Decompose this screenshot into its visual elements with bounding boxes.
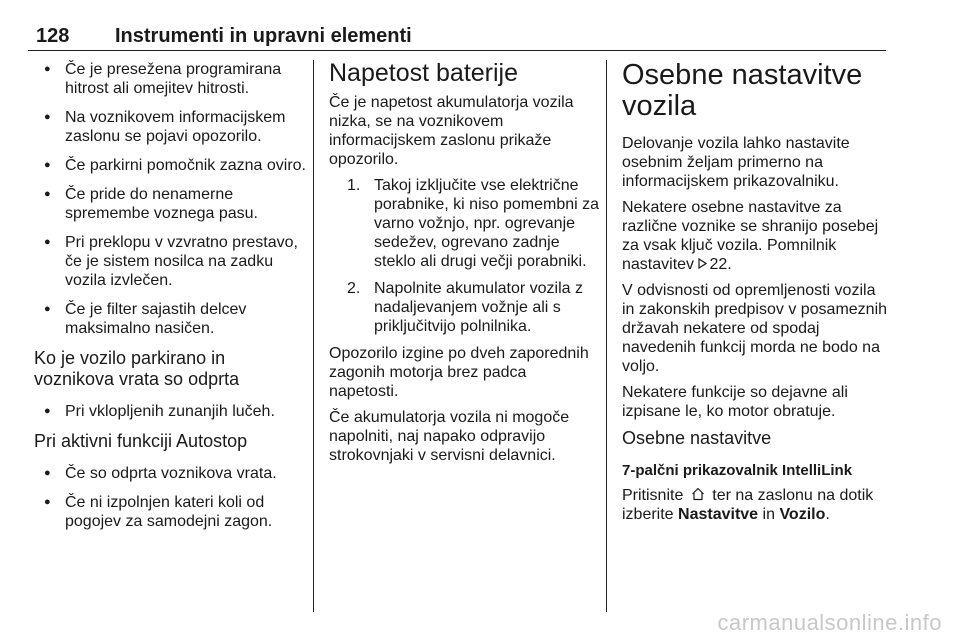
page-number: 128 (36, 25, 70, 47)
triangle-xref-icon (698, 255, 707, 274)
list-item: ● Pri vklopljenih zunanjih lučeh. (34, 402, 309, 421)
home-icon (691, 487, 705, 501)
bullet-list-c (34, 464, 309, 531)
battery-para-1: Opozorilo izgine po dveh zaporednih zagonih motorja brez padca napetosti. (329, 345, 589, 400)
bullet-list-a (34, 60, 309, 338)
minor-heading-intellilink: 7-palčni prikazovalnik IntelliLink (622, 462, 853, 479)
settings-para-1: Delovanje vozila lahko nastavite osebnim željam primerno na informacijskem prikazovalniku. (622, 135, 850, 190)
header-rule (28, 50, 886, 51)
watermark: carmanualsonline.info (717, 610, 942, 635)
section-heading-battery: Napetost baterije (329, 59, 519, 87)
column-3 (622, 60, 890, 531)
sentence-end: . (825, 506, 830, 523)
list-item: ● Če pride do nenamerne spremembe voznega pasu. (34, 185, 309, 223)
step-text: Takoj izključite vse električne porabnike, ki niso pomembni za varno vožnjo, npr. ogrevanje sedežev, ogrevano zadnje steklo ali drugi večji porabniki. (374, 177, 600, 270)
column-divider-2 (606, 60, 607, 612)
subheading-personal-settings: Osebne nastavitve (622, 428, 772, 448)
conjunction: in (762, 506, 775, 523)
column-divider-1 (313, 60, 314, 612)
settings-para-3: V odvisnosti od opremljenosti vozila in zakonskih predpisov v posameznih državah nekatere od spodaj navedenih funkcij morda ne bodo na voljo. (622, 282, 888, 375)
step-item (347, 279, 599, 336)
settings-para-2-text: Nekatere osebne nastavitve za različne voznike se shranijo posebej za vsak ključ vozila. Pomnilnik nastavitev (622, 199, 879, 273)
battery-intro: Če je napetost akumulatorja vozila nizka, se na voznikovem informacijskem zaslonu prikaže opozorilo. (329, 94, 574, 168)
list-item: ● Če ni izpolnjen kateri koli od pogojev za samodejni zagon. (34, 493, 309, 531)
list-item: ● Če je filter sajastih delcev maksimalno nasičen. (34, 300, 309, 338)
step-number: 1. (347, 177, 361, 194)
page-reference[interactable]: 22. (709, 256, 732, 273)
step-text: Napolnite akumulator vozila z nadaljevanjem vožnje ali s priključitvijo polnilnika. (374, 280, 583, 335)
list-item: ● Če so odprta voznikova vrata. (34, 464, 309, 483)
settings-para-4: Nekatere funkcije so dejavne ali izpisane le, ko motor obratuje. (622, 384, 848, 420)
column-1 (34, 60, 309, 541)
step-number: 2. (347, 280, 361, 297)
step-item (347, 176, 599, 271)
battery-para-2: Če akumulatorja vozila ni mogoče napolniti, naj napako odpravijo strokovnjaki v servisni delavnici. (329, 409, 570, 464)
settings-para-5 (622, 486, 890, 524)
subheading-parked-door-open: Ko je vozilo parkirano in voznikova vrata so odprta (34, 348, 240, 389)
settings-para-5-start: Pritisnite (622, 487, 684, 504)
settings-para-5-mid: ter na zaslonu na dotik izberite (622, 487, 874, 523)
bullet-list-b (34, 402, 309, 421)
running-title: Instrumenti in upravni elementi (115, 25, 412, 47)
nastavitve-label: Nastavitve (678, 506, 759, 523)
list-item: ● Če je presežena programirana hitrost ali omejitev hitrosti. (34, 60, 309, 98)
battery-steps (329, 176, 599, 336)
settings-para-2 (622, 198, 890, 274)
subheading-autostop: Pri aktivni funkciji Autostop (34, 431, 248, 451)
list-item: ● Če parkirni pomočnik zazna oviro. (34, 156, 309, 175)
list-item: ● Na voznikovem informacijskem zaslonu se pojavi opozorilo. (34, 108, 309, 146)
section-heading-personal-settings: Osebne nastavitve vozila (622, 59, 863, 122)
list-item: ● Pri preklopu v vzvratno prestavo, če je sistem nosilca na zadku vozila izvlečen. (34, 233, 309, 290)
column-2 (329, 60, 599, 472)
page-header (28, 0, 886, 50)
vozilo-label: Vozilo (779, 506, 826, 523)
